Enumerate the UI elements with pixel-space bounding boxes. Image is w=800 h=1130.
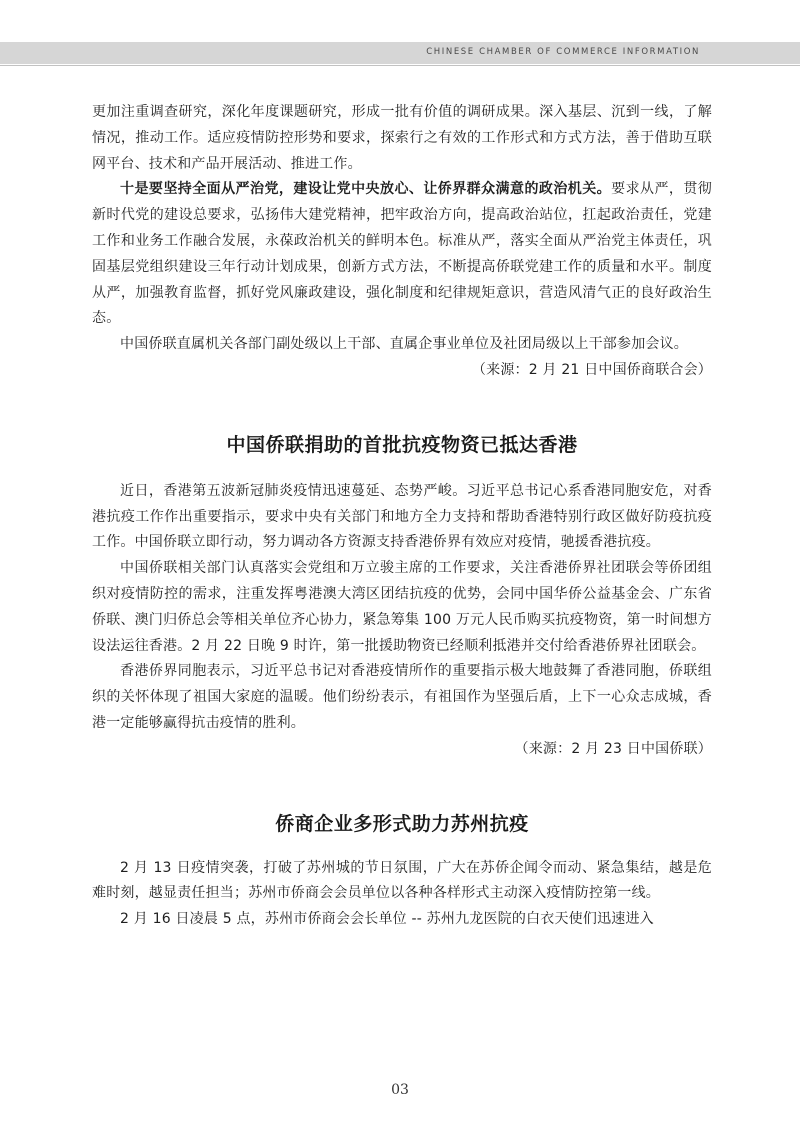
page-content (92, 100, 712, 933)
article-title: 侨商企业多形式助力苏州抗疫 (275, 812, 529, 835)
source-citation: （来源：2 月 21 日中国侨商联合会） (471, 361, 712, 378)
header-divider (0, 65, 800, 66)
source-line (92, 358, 712, 384)
source-line (92, 737, 712, 763)
paragraph: 中国侨联直属机关各部门副处级以上干部、直属企事业单位及社团局级以上干部参加会议。 (120, 336, 688, 353)
paragraph: 香港侨界同胞表示，习近平总书记对香港疫情所作的重要指示极大地鼓舞了香港同胞，侨联组织的关怀体现了祖国大家庭的温暖。他们纷纷表示，有祖国作为坚强后盾，上下一心众志成城，香港一定能够赢得抗击疫情的胜利。 (92, 663, 712, 731)
paragraph-text: 要求从严，贯彻新时代党的建设总要求，弘扬伟大建党精神，把牢政治方向，提高政治站位，扛起政治责任，党建工作和业务工作融合发展，永葆政治机关的鲜明本色。标准从严，落实全面从严治党主体责任，巩固基层党组织建设三年行动计划成果，创新方式方法，不断提高侨联党建工作的质量和水平。制度从严，加强教育监督，抓好党风廉政建设，强化制度和纪律规矩意识，营造风清气正的良好政治生态。 (92, 181, 712, 327)
publication-header: CHINESE CHAMBER OF COMMERCE INFORMATION (426, 47, 700, 57)
emphasis-text: 十是要坚持全面从严治党，建设让党中央放心、让侨界群众满意的政治机关。 (120, 181, 612, 198)
page-number: 03 (391, 1082, 409, 1098)
paragraph: 近日，香港第五波新冠肺炎疫情迅速蔓延、态势严峻。习近平总书记心系香港同胞安危，对香港抗疫工作作出重要指示，要求中央有关部门和地方全力支持和帮助香港特别行政区做好防疫抗疫工作。中国侨联立即行动，努力调动各方资源支持香港侨界有效应对疫情，驰援香港抗疫。 (92, 482, 712, 551)
article-title: 中国侨联捐助的首批抗疫物资已抵达香港 (226, 433, 578, 456)
paragraph: 中国侨联相关部门认真落实会党组和万立骏主席的工作要求，关注香港侨界社团联会等侨团组织对疫情防控的需求，注重发挥粤港澳大湾区团结抗疫的优势，会同中国华侨公益基金会、广东省侨联、澳门归侨总会等相关单位齐心协力，紧急筹集 100 万元人民币购买抗疫物资，第一时间想方设法运往香港。2 月 22 日晚 9 时许，第一批援助物资已经顺利抵港并交付给香港侨界社团联会。 (92, 560, 712, 654)
paragraph: 2 月 16 日凌晨 5 点，苏州市侨商会会长单位 -- 苏州九龙医院的白衣天使们迅速进入 (120, 911, 654, 928)
paragraph: 更加注重调查研究，深化年度课题研究，形成一批有价值的调研成果。深入基层、沉到一线，了解情况，推动工作。适应疫情防控形势和要求，探索行之有效的工作形式和方式方法，善于借助互联网平台、技术和产品开展活动、推进工作。 (92, 104, 712, 172)
source-citation: （来源：2 月 23 日中国侨联） (514, 740, 712, 757)
paragraph: 2 月 13 日疫情突袭，打破了苏州城的节日氛围，广大在苏侨企闻令而动、紧急集结，越是危难时刻，越显责任担当；苏州市侨商会会员单位以各种各样形式主动深入疫情防控第一线。 (92, 859, 712, 902)
paragraph (92, 177, 712, 332)
